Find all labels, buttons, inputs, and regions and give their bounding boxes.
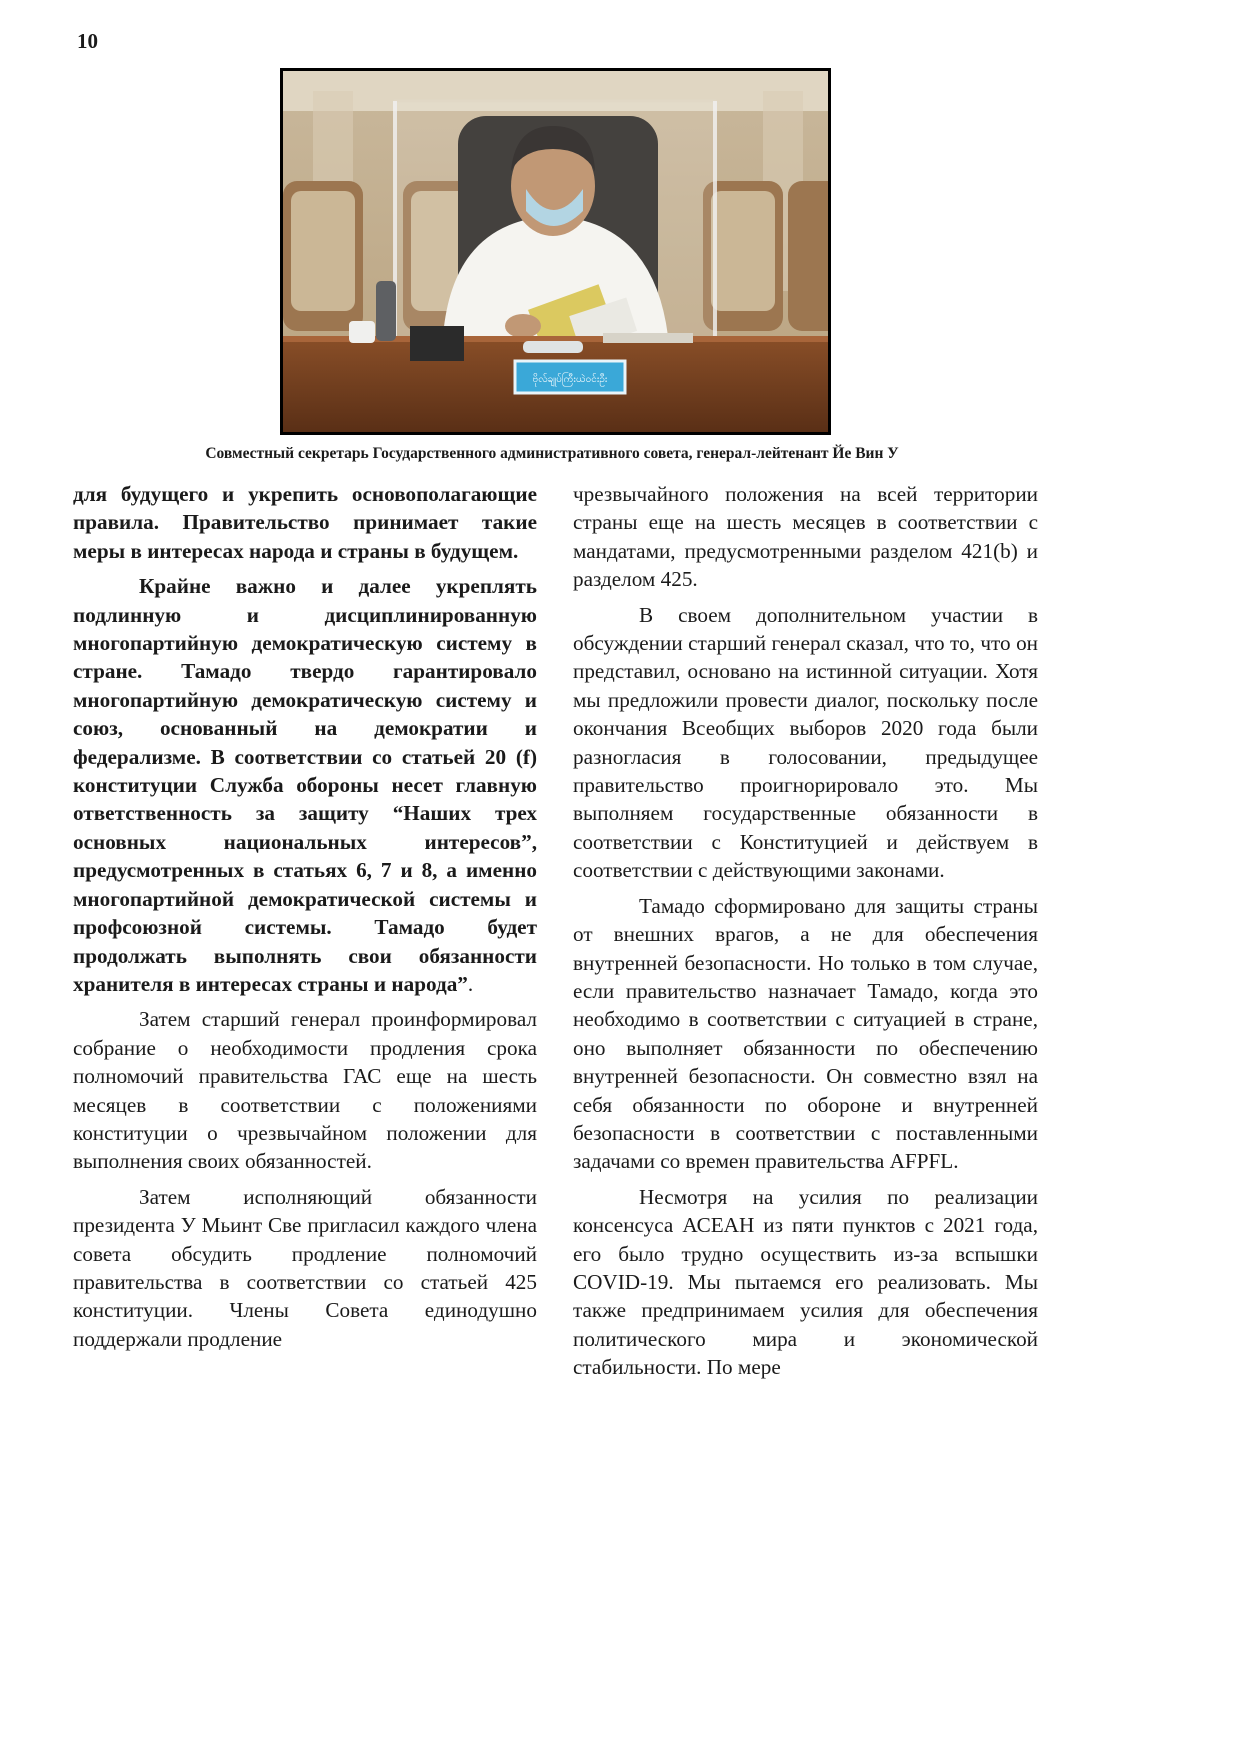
right-paragraph-2: В своем дополнительном участии в обсуждении старший генерал сказал, что то, что он представил, основано на истинной ситуации. Хотя мы предложили провести диалог, поскольку после окончания Всеобщих выборов 2020 года были разногласия в голосовании, предыдущее правительство проигнорировало это. Мы выполняем государственные обязанности в соответствии с Конституцией и действуем в соответствии с действующими законами. bbox=[573, 602, 1038, 883]
left-column bbox=[73, 480, 537, 1360]
news-photo bbox=[280, 68, 831, 435]
right-paragraph-4: Несмотря на усилия по реализации консенсуса АСЕАН из пяти пунктов с 2021 года, его было трудно осуществить из-за вспышки COVID-19. Мы пытаемся его реализовать. Мы также предпринимаем усилия для обеспечения политического мира и экономической стабильности. По мере bbox=[573, 1184, 1038, 1380]
right-paragraph-1: чрезвычайного положения на всей территории страны еще на шесть месяцев в соответствии с мандатами, предусмотренными разделом 421(b) и разделом 425. bbox=[573, 482, 1038, 592]
left-paragraph-1: для будущего и укрепить основополагающие правила. Правительство принимает такие меры в интересах народа и страны в будущем. bbox=[73, 482, 537, 563]
nameplate-text: ဗိုလ်ချုပ်ကြီးယဲဝင်းဦး bbox=[532, 374, 608, 385]
official-at-desk-photo bbox=[283, 71, 828, 432]
left-paragraph-2 bbox=[73, 572, 537, 998]
right-column bbox=[573, 480, 1038, 1389]
left-paragraph-4: Затем исполняющий обязанности президента У Мьинт Све пригласил каждого члена совета обсудить продление полномочий правительства в соответствии со статьей 425 конституции. Члены Совета единодушно поддержали продление bbox=[73, 1184, 537, 1351]
left-paragraph-2-tail: . bbox=[467, 971, 474, 996]
left-paragraph-2-bold: Крайне важно и далее укреплять подлинную и дисциплинированную многопартийную демократическую систему в стране. Тамадо твердо гарантировало многопартийную демократическую систему и союз, основанный на демократии и федерализме. В соответствии со статьей 20 (f) конституции Служба обороны несет главную ответственность за защиту “Наших трех основных национальных интересов”, предусмотренных в статьях 6, 7 и 8, а именно многопартийной демократической системы и профсоюзной системы. Тамадо будет продолжать выполнять свои обязанности хранителя в интересах страны и народа” bbox=[73, 574, 537, 996]
page-number: 10 bbox=[77, 29, 98, 53]
left-paragraph-3: Затем старший генерал проинформировал собрание о необходимости продления срока полномочий правительства ГАС еще на шесть месяцев в соответствии с положениями конституции о чрезвычайном положении для выполнения своих обязанностей. bbox=[73, 1007, 537, 1174]
photo-caption: Совместный секретарь Государственного административного совета, генерал-лейтенант Йе Вин У bbox=[205, 445, 899, 462]
right-paragraph-3: Тамадо сформировано для защиты страны от внешних врагов, а не для обеспечения внутренней безопасности. Но только в том случае, если правительство назначает Тамадо, когда это необходимо в соответствии с ситуацией в стране, оно выполняет обязанности по обеспечению внутренней безопасности. Он совместно взял на себя обязанности по обороне и внутренней безопасности в соответствии с поставленными задачами со времен правительства AFPFL. bbox=[573, 893, 1038, 1174]
